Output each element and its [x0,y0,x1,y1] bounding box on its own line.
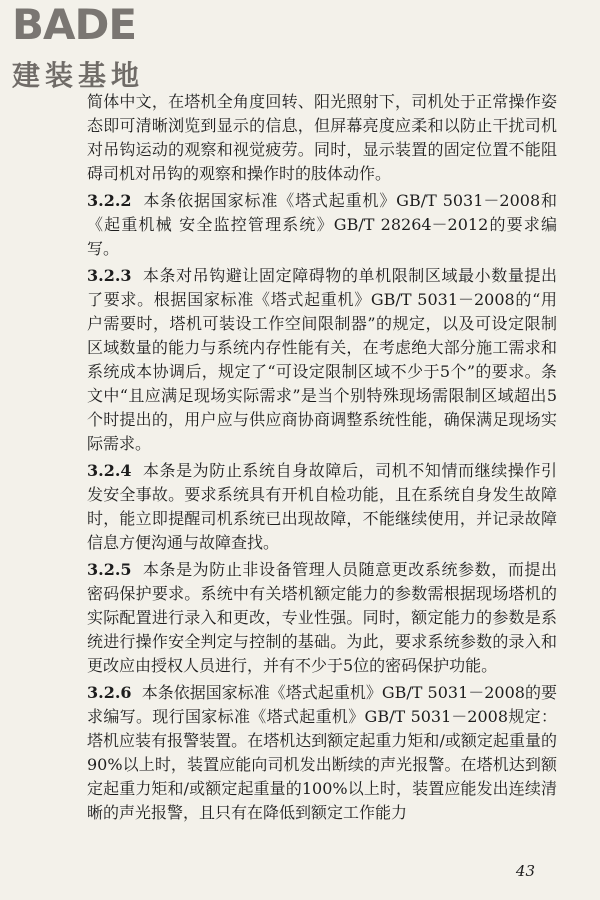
page-number: 43 [515,862,535,880]
clause-3-2-6 [87,681,557,825]
clause-3-2-4 [87,459,557,555]
paragraph-text: 简体中文，在塔机全角度回转、阳光照射下，司机处于正常操作姿态即可清晰浏览到显示的信息，但屏幕亮度应柔和以防止干扰司机对吊钩运动的观察和视觉疲劳。同时，显示装置的固定位置不能阻碍司机对吊钩的观察和操作时的肢体动作。 [87,92,557,183]
clause-number: 3.2.4 [87,461,132,480]
clause-3-2-3 [87,264,557,456]
logo-subtitle: 建装基地 [12,59,145,92]
clause-number: 3.2.3 [87,266,132,285]
clause-text: 本条依据国家标准《塔式起重机》GB/T 5031－2008的要求编写。现行国家标准《塔式起重机》GB/T 5031－2008规定：塔机应装有报警装置。在塔机达到额定起重力矩和/或额定起重量的90%以上时，装置应能向司机发出断续的声光报警。在塔机达到额定起重力矩和/或额定起重量的100%以上时，装置应能发出连续清晰的声光报警，且只有在降低到额定工作能力 [87,683,557,822]
clause-text: 本条是为防止非设备管理人员随意更改系统参数，而提出密码保护要求。系统中有关塔机额定能力的参数需根据现场塔机的实际配置进行录入和更改，专业性强。同时，额定能力的参数是系统进行操作安全判定与控制的基础。为此，要求系统参数的录入和更改应由授权人员进行，并有不少于5位的密码保护功能。 [87,560,557,675]
clause-3-2-5 [87,558,557,678]
clause-text: 本条依据国家标准《塔式起重机》GB/T 5031－2008和《起重机械 安全监控管理系统》GB/T 28264－2012的要求编写。 [87,191,557,258]
publisher-logo [12,0,172,92]
logo-wordmark: BADE [12,0,137,49]
clause-3-2-2 [87,189,557,261]
clause-text: 本条对吊钩避让固定障碍物的单机限制区域最小数量提出了要求。根据国家标准《塔式起重机》GB/T 5031－2008的“用户需要时，塔机可装设工作空间限制器”的规定，以及可设定限制区域数量的能力与系统内存性能有关，在考虑绝大部分施工需求和系统成本协调后，规定了“可设定限制区域不少于5个”的要求。条文中“且应满足现场实际需求”是当个别特殊现场需限制区域超出5个时提出的，用户应与供应商协商调整系统性能，确保满足现场实际需求。 [87,266,557,453]
clause-number: 3.2.2 [87,191,132,210]
paragraph-continuation [87,90,557,186]
clause-number: 3.2.5 [87,560,132,579]
clause-text: 本条是为防止系统自身故障后，司机不知情而继续操作引发安全事故。要求系统具有开机自检功能，且在系统自身发生故障时，能立即提醒司机系统已出现故障，不能继续使用，并记录故障信息方便沟通与故障查找。 [87,461,557,552]
clause-number: 3.2.6 [87,683,132,702]
document-body [87,90,557,825]
